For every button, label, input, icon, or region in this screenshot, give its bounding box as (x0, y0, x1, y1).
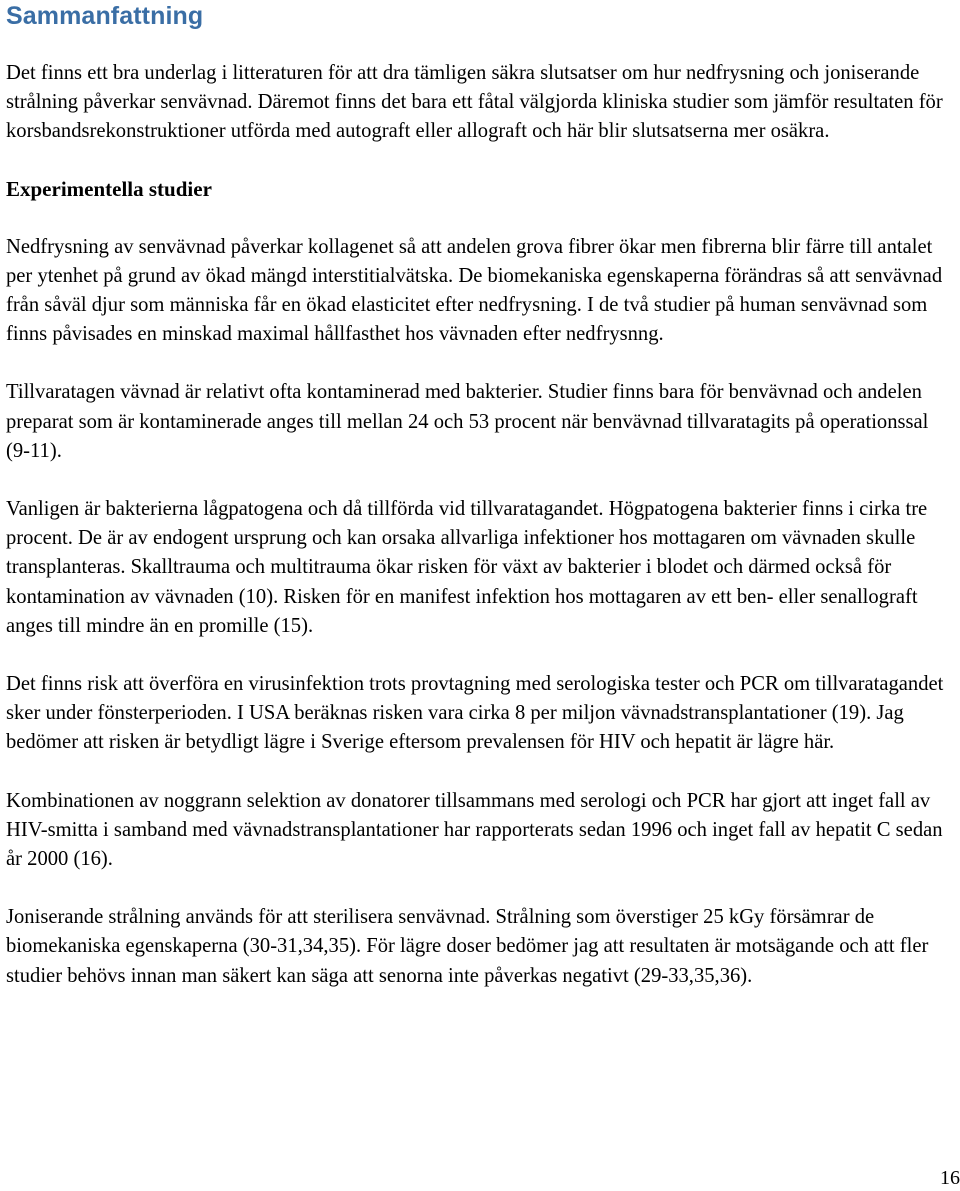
page-number: 16 (940, 1167, 960, 1189)
paragraph-freezing: Nedfrysning av senvävnad påverkar kollagenet så att andelen grova fibrer ökar men fibrerna blir färre till antalet per ytenhet på grund av ökad mängd interstitialvätska. De biomekaniska egenskaperna förändras så att senvävnad från såväl djur som människa får en ökad elasticitet efter nedfrysning. I de två studier på human senvävnad som finns påvisades en minskad maximal hållfasthet hos vävnaden efter nedfrysnng. (6, 235, 943, 346)
paragraph-selection: Kombinationen av noggrann selektion av donatorer tillsammans med serologi och PCR har gjort att inget fall av HIV-smitta i samband med vävnadstransplantationer har rapporterats sedan 1996 och inget fall av hepatit C sedan år 2000 (16). (6, 789, 943, 871)
paragraph-virus-risk: Det finns risk att överföra en virusinfektion trots provtagning med serologiska tester och PCR om tillvaratagandet sker under fönsterperioden. I USA beräknas risken vara cirka 8 per miljon vävnadstransplantationer (19). Jag bedömer att risken är betydligt lägre i Sverige eftersom prevalensen för HIV och hepatit är lägre här. (6, 673, 944, 754)
intro-paragraph: Det finns ett bra underlag i litteraturen för att dra tämligen säkra slutsatser om hur nedfrysning och joniserande strålning påverkar senvävnad. Däremot finns det bara ett fåtal välgjorda kliniska studier som jämför resultaten för korsbandsrekonstruktioner utförda med autograft eller allograft och här blir slutsatserna mer osäkra. (6, 62, 943, 143)
paragraph-contamination: Tillvaratagen vävnad är relativt ofta kontaminerad med bakterier. Studier finns bara för benvävnad och andelen preparat som är kontaminerade anges till mellan 24 och 53 procent när benvävnad tillvaratagits på operationssal (9-11). (6, 381, 929, 462)
paragraph-radiation: Joniserande strålning används för att sterilisera senvävnad. Strålning som överstiger 25 kGy försämrar de biomekaniska egenskaperna (30-31,34,35). För lägre doser bedömer jag att resultaten är motsägande och att fler studier behövs innan man säkert kan säga att senorna inte påverkas negativt (29-33,35,36). (6, 906, 929, 987)
section-heading: Sammanfattning (6, 2, 204, 30)
paragraph-bacteria: Vanligen är bakterierna lågpatogena och då tillförda vid tillvaratagandet. Högpatogena bakterier finns i cirka tre procent. De är av endogent ursprung och kan orsaka allvarliga infektioner hos mottagaren om vävnaden skulle transplanteras. Skalltrauma och multitrauma ökar risken för växt av bakterier i blodet och därmed också för kontamination av vävnaden (10). Risken för en manifest infektion hos mottagaren av ett ben- eller senallograft anges till mindre än en promille (15). (6, 498, 928, 637)
subsection-heading: Experimentella studier (6, 176, 212, 201)
document-page (6, 0, 956, 991)
